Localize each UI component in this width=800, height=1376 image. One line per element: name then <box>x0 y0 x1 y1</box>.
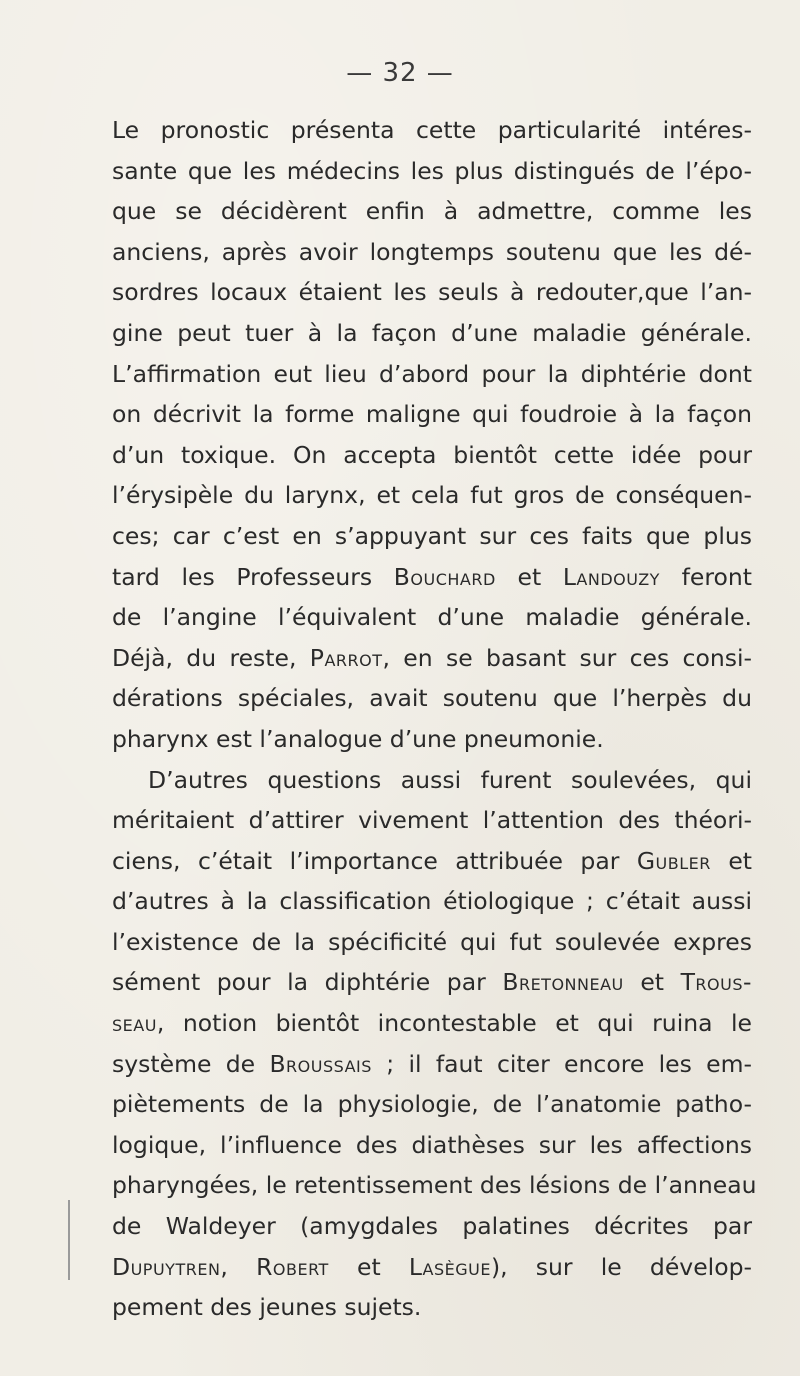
text-line <box>112 1287 752 1328</box>
text-run: et <box>710 846 752 875</box>
text-line <box>112 719 752 760</box>
text-run: , en se basant sur ces consi- <box>382 643 752 672</box>
author-name: Broussais <box>269 1049 372 1078</box>
author-name: Bouchard <box>393 562 496 591</box>
text-run: de l’angine l’équivalent d’une maladie générale. <box>112 603 752 632</box>
text-run: système de <box>112 1049 270 1078</box>
text-run: gine peut tuer à la façon d’une maladie générale. <box>112 318 752 347</box>
text-run: feront <box>659 562 752 591</box>
text-line <box>112 881 752 922</box>
text-line <box>112 962 752 1003</box>
author-name: Landouzy <box>562 562 660 591</box>
author-name: Bretonneau <box>502 968 624 997</box>
text-line <box>112 1003 752 1044</box>
text-line <box>112 313 752 354</box>
text-run: D’autres questions aussi furent soulevées, qui <box>148 765 752 794</box>
author-name: Gubler <box>636 846 711 875</box>
text-run: logique, l’influence des diathèses sur les affections <box>112 1130 752 1159</box>
text-run: on décrivit la forme maligne qui foudroie à la façon <box>112 400 752 429</box>
text-run: d’un toxique. On accepta bientôt cette idée pour <box>112 440 752 469</box>
text-line <box>112 760 752 801</box>
text-line <box>112 922 752 963</box>
author-name: seau <box>112 1009 157 1038</box>
text-run: Déjà, du reste, <box>112 643 310 672</box>
text-run: sordres locaux étaient les seuls à redouter,que l’an- <box>112 278 752 307</box>
text-line <box>112 800 752 841</box>
text-run: pharynx est l’analogue d’une pneumonie. <box>112 724 604 753</box>
text-line <box>112 597 752 638</box>
text-run: piètements de la physiologie, de l’anatomie patho- <box>112 1090 752 1119</box>
text-run: L’affirmation eut lieu d’abord pour la diphtérie dont <box>112 359 752 388</box>
text-run: ces; car c’est en s’appuyant sur ces faits que plus <box>112 521 752 550</box>
text-run: méritaient d’attirer vivement l’attention des théori- <box>112 806 752 835</box>
text-line <box>112 557 752 598</box>
text-run: de Waldeyer (amygdales palatines décrites par <box>112 1212 752 1241</box>
text-run: ), sur le dévelop- <box>490 1252 752 1281</box>
text-line <box>112 475 752 516</box>
author-name: Parrot <box>309 643 383 672</box>
text-run: et <box>328 1252 409 1281</box>
page-number: — 32 — <box>346 58 454 88</box>
text-line <box>112 1084 752 1125</box>
author-name: Lasègue <box>408 1252 491 1281</box>
text-line <box>112 1125 752 1166</box>
text-line <box>112 151 752 192</box>
text-run: pharyngées, le retentissement des lésions de l’anneau <box>112 1171 757 1200</box>
text-run: et <box>623 968 681 997</box>
text-line <box>112 232 752 273</box>
text-run: ; il faut citer encore les em- <box>371 1049 752 1078</box>
text-run: dérations spéciales, avait soutenu que l’herpès du <box>112 684 752 713</box>
text-line <box>112 1206 752 1247</box>
text-line <box>112 516 752 557</box>
text-run: sante que les médecins les plus distingués de l’épo- <box>112 156 752 185</box>
text-line <box>112 110 752 151</box>
text-line <box>112 354 752 395</box>
text-line <box>112 272 752 313</box>
text-line <box>112 1044 752 1085</box>
text-run: ciens, c’était l’importance attribuée par <box>112 846 637 875</box>
text-line <box>112 1247 752 1288</box>
text-line <box>112 435 752 476</box>
text-line <box>112 394 752 435</box>
text-line <box>112 191 752 232</box>
text-run: pement des jeunes sujets. <box>112 1293 422 1322</box>
text-run: et <box>495 562 563 591</box>
text-run: , notion bientôt incontestable et qui ruina le <box>156 1009 752 1038</box>
text-run: que se décidèrent enfin à admettre, comme les <box>112 197 752 226</box>
margin-mark <box>68 1200 70 1280</box>
author-name: Robert <box>256 1252 329 1281</box>
text-run: Le pronostic présenta cette particularité intéres- <box>112 116 752 144</box>
text-run: tard les Professeurs <box>112 562 394 591</box>
text-run: l’érysipèle du larynx, et cela fut gros de conséquen- <box>112 481 752 510</box>
text-run: sément pour la diphtérie par <box>112 968 503 997</box>
author-name: Dupuytren <box>112 1252 221 1281</box>
text-run: d’autres à la classification étiologique ; c’était aussi <box>112 887 752 916</box>
author-name: Trous- <box>680 968 752 997</box>
text-run: anciens, après avoir longtemps soutenu que les dé- <box>112 237 752 266</box>
text-line <box>112 841 752 882</box>
body-text <box>112 110 757 1328</box>
text-line <box>112 638 752 679</box>
text-run: , <box>220 1252 257 1281</box>
text-run: l’existence de la spécificité qui fut soulevée expres <box>112 927 752 956</box>
text-line <box>112 1165 757 1206</box>
text-line <box>112 678 752 719</box>
